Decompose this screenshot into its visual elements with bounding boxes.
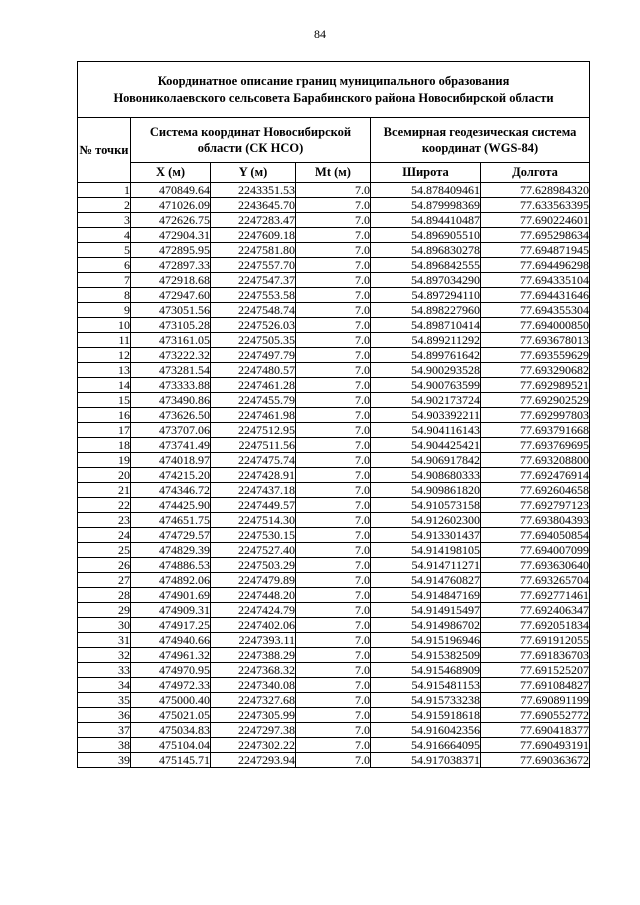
table-row	[78, 543, 590, 558]
point-number: 28	[78, 588, 131, 603]
table-row	[78, 258, 590, 273]
point-number: 7	[78, 273, 131, 288]
longitude: 77.690552772	[481, 708, 590, 723]
x-coordinate: 472947.60	[131, 288, 211, 303]
table-row	[78, 378, 590, 393]
y-coordinate: 2247475.74	[211, 453, 296, 468]
y-coordinate: 2247514.30	[211, 513, 296, 528]
point-number: 16	[78, 408, 131, 423]
mt-value: 7.0	[296, 273, 371, 288]
latitude: 54.900293528	[371, 363, 481, 378]
point-number: 30	[78, 618, 131, 633]
y-coordinate: 2247428.91	[211, 468, 296, 483]
mt-value: 7.0	[296, 333, 371, 348]
table-row	[78, 633, 590, 648]
latitude: 54.914986702	[371, 618, 481, 633]
point-number: 4	[78, 228, 131, 243]
mt-value: 7.0	[296, 483, 371, 498]
table-row	[78, 663, 590, 678]
mt-value: 7.0	[296, 723, 371, 738]
x-coordinate: 474425.90	[131, 498, 211, 513]
x-coordinate: 472626.75	[131, 213, 211, 228]
latitude: 54.908680333	[371, 468, 481, 483]
latitude: 54.914760827	[371, 573, 481, 588]
point-number: 18	[78, 438, 131, 453]
longitude: 77.693630640	[481, 558, 590, 573]
point-number: 27	[78, 573, 131, 588]
mt-value: 7.0	[296, 753, 371, 768]
mt-value: 7.0	[296, 513, 371, 528]
mt-value: 7.0	[296, 423, 371, 438]
mt-value: 7.0	[296, 438, 371, 453]
mt-value: 7.0	[296, 198, 371, 213]
x-coordinate: 471026.09	[131, 198, 211, 213]
table-row	[78, 303, 590, 318]
y-coordinate: 2247530.15	[211, 528, 296, 543]
point-number: 12	[78, 348, 131, 363]
table-row	[78, 753, 590, 768]
table-row	[78, 213, 590, 228]
longitude: 77.692604658	[481, 483, 590, 498]
table-row	[78, 468, 590, 483]
longitude: 77.628984320	[481, 183, 590, 198]
longitude: 77.693208800	[481, 453, 590, 468]
latitude: 54.897294110	[371, 288, 481, 303]
latitude: 54.914198105	[371, 543, 481, 558]
y-coordinate: 2247424.79	[211, 603, 296, 618]
table-row	[78, 438, 590, 453]
point-number: 13	[78, 363, 131, 378]
mt-value: 7.0	[296, 588, 371, 603]
longitude-header: Долгота	[481, 163, 590, 183]
longitude: 77.633563395	[481, 198, 590, 213]
point-number: 2	[78, 198, 131, 213]
y-coordinate: 2247512.95	[211, 423, 296, 438]
x-coordinate: 475034.83	[131, 723, 211, 738]
mt-value: 7.0	[296, 738, 371, 753]
mt-value: 7.0	[296, 573, 371, 588]
mt-value: 7.0	[296, 648, 371, 663]
point-number: 32	[78, 648, 131, 663]
latitude: 54.914915497	[371, 603, 481, 618]
table-row	[78, 183, 590, 198]
table-row	[78, 393, 590, 408]
latitude: 54.894410487	[371, 213, 481, 228]
latitude: 54.915196946	[371, 633, 481, 648]
point-number: 37	[78, 723, 131, 738]
point-number: 5	[78, 243, 131, 258]
longitude: 77.690363672	[481, 753, 590, 768]
x-coordinate: 475000.40	[131, 693, 211, 708]
table-row	[78, 318, 590, 333]
mt-value: 7.0	[296, 213, 371, 228]
longitude: 77.691084827	[481, 678, 590, 693]
latitude: 54.904425421	[371, 438, 481, 453]
mt-value: 7.0	[296, 288, 371, 303]
longitude: 77.694355304	[481, 303, 590, 318]
mt-value: 7.0	[296, 408, 371, 423]
x-coordinate: 474892.06	[131, 573, 211, 588]
latitude: 54.916664095	[371, 738, 481, 753]
table-row	[78, 618, 590, 633]
longitude: 77.693678013	[481, 333, 590, 348]
y-coordinate: 2247479.89	[211, 573, 296, 588]
point-number: 8	[78, 288, 131, 303]
y-coordinate: 2247449.57	[211, 498, 296, 513]
page-number: 84	[314, 27, 326, 41]
y-coordinate: 2247527.40	[211, 543, 296, 558]
y-coordinate: 2247297.38	[211, 723, 296, 738]
point-number: 14	[78, 378, 131, 393]
mt-value: 7.0	[296, 348, 371, 363]
latitude: 54.915918618	[371, 708, 481, 723]
table-row	[78, 588, 590, 603]
point-number: 26	[78, 558, 131, 573]
point-number: 17	[78, 423, 131, 438]
x-coordinate: 473105.28	[131, 318, 211, 333]
mt-value: 7.0	[296, 243, 371, 258]
x-header: X (м)	[131, 163, 211, 183]
x-coordinate: 472904.31	[131, 228, 211, 243]
latitude: 54.913301437	[371, 528, 481, 543]
latitude: 54.909861820	[371, 483, 481, 498]
y-coordinate: 2247505.35	[211, 333, 296, 348]
table-row	[78, 678, 590, 693]
x-coordinate: 475021.05	[131, 708, 211, 723]
mt-value: 7.0	[296, 618, 371, 633]
table-row	[78, 558, 590, 573]
point-number: 39	[78, 753, 131, 768]
x-coordinate: 474018.97	[131, 453, 211, 468]
latitude: 54.904116143	[371, 423, 481, 438]
point-number: 31	[78, 633, 131, 648]
latitude: 54.898227960	[371, 303, 481, 318]
table-row	[78, 738, 590, 753]
mt-value: 7.0	[296, 453, 371, 468]
longitude: 77.692989521	[481, 378, 590, 393]
mt-value: 7.0	[296, 318, 371, 333]
table-row	[78, 363, 590, 378]
x-coordinate: 473161.05	[131, 333, 211, 348]
y-coordinate: 2247503.29	[211, 558, 296, 573]
y-coordinate: 2247293.94	[211, 753, 296, 768]
point-number: 15	[78, 393, 131, 408]
table-row	[78, 603, 590, 618]
latitude: 54.897034290	[371, 273, 481, 288]
wgs84-system-header: Всемирная геодезическая система координат (WGS-84)	[371, 118, 590, 163]
latitude: 54.914711271	[371, 558, 481, 573]
longitude: 77.693265704	[481, 573, 590, 588]
longitude: 77.694335104	[481, 273, 590, 288]
y-coordinate: 2247305.99	[211, 708, 296, 723]
y-coordinate: 2247302.22	[211, 738, 296, 753]
x-coordinate: 474970.95	[131, 663, 211, 678]
y-coordinate: 2247437.18	[211, 483, 296, 498]
x-coordinate: 474909.31	[131, 603, 211, 618]
x-coordinate: 473490.86	[131, 393, 211, 408]
y-coordinate: 2247511.56	[211, 438, 296, 453]
mt-value: 7.0	[296, 678, 371, 693]
longitude: 77.693559629	[481, 348, 590, 363]
mt-value: 7.0	[296, 708, 371, 723]
mt-value: 7.0	[296, 528, 371, 543]
mt-value: 7.0	[296, 183, 371, 198]
point-number: 1	[78, 183, 131, 198]
y-coordinate: 2247455.79	[211, 393, 296, 408]
point-number: 19	[78, 453, 131, 468]
point-number: 24	[78, 528, 131, 543]
point-number: 33	[78, 663, 131, 678]
y-coordinate: 2247548.74	[211, 303, 296, 318]
longitude: 77.694871945	[481, 243, 590, 258]
x-coordinate: 474901.69	[131, 588, 211, 603]
latitude: 54.896905510	[371, 228, 481, 243]
table-row	[78, 408, 590, 423]
longitude: 77.694496298	[481, 258, 590, 273]
table-title-line2: Новониколаевского сельсовета Барабинского района Новосибирской области	[113, 90, 554, 105]
x-coordinate: 473333.88	[131, 378, 211, 393]
point-number: 34	[78, 678, 131, 693]
point-number: 10	[78, 318, 131, 333]
y-coordinate: 2247553.58	[211, 288, 296, 303]
x-coordinate: 474940.66	[131, 633, 211, 648]
x-coordinate: 473281.54	[131, 363, 211, 378]
latitude: 54.900763599	[371, 378, 481, 393]
latitude: 54.896830278	[371, 243, 481, 258]
y-coordinate: 2247557.70	[211, 258, 296, 273]
x-coordinate: 474829.39	[131, 543, 211, 558]
x-coordinate: 474961.32	[131, 648, 211, 663]
latitude: 54.912602300	[371, 513, 481, 528]
latitude: 54.917038371	[371, 753, 481, 768]
x-coordinate: 474972.33	[131, 678, 211, 693]
point-number: 22	[78, 498, 131, 513]
table-row	[78, 423, 590, 438]
longitude: 77.693290682	[481, 363, 590, 378]
mt-value: 7.0	[296, 543, 371, 558]
point-number: 29	[78, 603, 131, 618]
mt-value: 7.0	[296, 258, 371, 273]
y-coordinate: 2247283.47	[211, 213, 296, 228]
mt-value: 7.0	[296, 603, 371, 618]
latitude: 54.910573158	[371, 498, 481, 513]
mt-value: 7.0	[296, 303, 371, 318]
table-row	[78, 573, 590, 588]
longitude: 77.691525207	[481, 663, 590, 678]
x-coordinate: 473741.49	[131, 438, 211, 453]
longitude: 77.695298634	[481, 228, 590, 243]
point-number: 25	[78, 543, 131, 558]
longitude: 77.693769695	[481, 438, 590, 453]
table-row	[78, 198, 590, 213]
y-coordinate: 2247368.32	[211, 663, 296, 678]
table-row	[78, 693, 590, 708]
longitude: 77.692902529	[481, 393, 590, 408]
longitude: 77.690418377	[481, 723, 590, 738]
latitude: 54.906917842	[371, 453, 481, 468]
x-coordinate: 472897.33	[131, 258, 211, 273]
y-coordinate: 2243351.53	[211, 183, 296, 198]
longitude: 77.690891199	[481, 693, 590, 708]
table-row	[78, 243, 590, 258]
y-coordinate: 2247327.68	[211, 693, 296, 708]
table-row	[78, 228, 590, 243]
point-number: 11	[78, 333, 131, 348]
table-row	[78, 528, 590, 543]
y-header: Y (м)	[211, 163, 296, 183]
mt-value: 7.0	[296, 633, 371, 648]
latitude: 54.915481153	[371, 678, 481, 693]
y-coordinate: 2247388.29	[211, 648, 296, 663]
nso-system-header: Система координат Новосибирской области (СК НСО)	[131, 118, 371, 163]
longitude: 77.692771461	[481, 588, 590, 603]
mt-value: 7.0	[296, 663, 371, 678]
y-coordinate: 2247480.57	[211, 363, 296, 378]
coordinates-table	[77, 61, 590, 768]
longitude: 77.692797123	[481, 498, 590, 513]
latitude: 54.915382509	[371, 648, 481, 663]
y-coordinate: 2247526.03	[211, 318, 296, 333]
y-coordinate: 2247461.28	[211, 378, 296, 393]
table-row	[78, 648, 590, 663]
point-number: 6	[78, 258, 131, 273]
mt-value: 7.0	[296, 468, 371, 483]
latitude: 54.916042356	[371, 723, 481, 738]
x-coordinate: 474651.75	[131, 513, 211, 528]
longitude: 77.694007099	[481, 543, 590, 558]
latitude: 54.899211292	[371, 333, 481, 348]
latitude: 54.899761642	[371, 348, 481, 363]
point-number: 23	[78, 513, 131, 528]
mt-value: 7.0	[296, 498, 371, 513]
point-number: 20	[78, 468, 131, 483]
y-coordinate: 2247340.08	[211, 678, 296, 693]
x-coordinate: 473707.06	[131, 423, 211, 438]
longitude: 77.692406347	[481, 603, 590, 618]
y-coordinate: 2247547.37	[211, 273, 296, 288]
table-title-line1: Координатное описание границ муниципального образования	[157, 73, 510, 88]
mt-header: Mt (м)	[296, 163, 371, 183]
latitude-header: Широта	[371, 163, 481, 183]
longitude: 77.693791668	[481, 423, 590, 438]
table-row	[78, 333, 590, 348]
x-coordinate: 474886.53	[131, 558, 211, 573]
table-row	[78, 348, 590, 363]
x-coordinate: 474917.25	[131, 618, 211, 633]
longitude: 77.694000850	[481, 318, 590, 333]
latitude: 54.878409461	[371, 183, 481, 198]
y-coordinate: 2247609.18	[211, 228, 296, 243]
latitude: 54.903392211	[371, 408, 481, 423]
y-coordinate: 2247448.20	[211, 588, 296, 603]
y-coordinate: 2243645.70	[211, 198, 296, 213]
longitude: 77.694050854	[481, 528, 590, 543]
y-coordinate: 2247497.79	[211, 348, 296, 363]
longitude: 77.694431646	[481, 288, 590, 303]
x-coordinate: 474346.72	[131, 483, 211, 498]
mt-value: 7.0	[296, 363, 371, 378]
longitude: 77.693804393	[481, 513, 590, 528]
table-row	[78, 288, 590, 303]
mt-value: 7.0	[296, 378, 371, 393]
x-coordinate: 472895.95	[131, 243, 211, 258]
y-coordinate: 2247393.11	[211, 633, 296, 648]
table-row	[78, 273, 590, 288]
y-coordinate: 2247581.80	[211, 243, 296, 258]
latitude: 54.896842555	[371, 258, 481, 273]
point-number: 38	[78, 738, 131, 753]
longitude: 77.690493191	[481, 738, 590, 753]
x-coordinate: 473626.50	[131, 408, 211, 423]
table-title	[78, 62, 590, 118]
y-coordinate: 2247402.06	[211, 618, 296, 633]
latitude: 54.898710414	[371, 318, 481, 333]
table-row	[78, 483, 590, 498]
mt-value: 7.0	[296, 393, 371, 408]
latitude: 54.902173724	[371, 393, 481, 408]
mt-value: 7.0	[296, 228, 371, 243]
x-coordinate: 473222.32	[131, 348, 211, 363]
point-number: 3	[78, 213, 131, 228]
longitude: 77.691836703	[481, 648, 590, 663]
point-number: 21	[78, 483, 131, 498]
x-coordinate: 475145.71	[131, 753, 211, 768]
latitude: 54.879998369	[371, 198, 481, 213]
latitude: 54.914847169	[371, 588, 481, 603]
table-row	[78, 513, 590, 528]
latitude: 54.915468909	[371, 663, 481, 678]
point-number: 36	[78, 708, 131, 723]
longitude: 77.692997803	[481, 408, 590, 423]
point-number: 35	[78, 693, 131, 708]
latitude: 54.915733238	[371, 693, 481, 708]
longitude: 77.691912055	[481, 633, 590, 648]
point-number-header: № точки	[78, 118, 131, 183]
x-coordinate: 472918.68	[131, 273, 211, 288]
x-coordinate: 474729.57	[131, 528, 211, 543]
point-number: 9	[78, 303, 131, 318]
longitude: 77.690224601	[481, 213, 590, 228]
x-coordinate: 473051.56	[131, 303, 211, 318]
table-row	[78, 453, 590, 468]
table-row	[78, 723, 590, 738]
y-coordinate: 2247461.98	[211, 408, 296, 423]
table-row	[78, 498, 590, 513]
mt-value: 7.0	[296, 693, 371, 708]
x-coordinate: 475104.04	[131, 738, 211, 753]
longitude: 77.692051834	[481, 618, 590, 633]
x-coordinate: 470849.64	[131, 183, 211, 198]
longitude: 77.692476914	[481, 468, 590, 483]
table-row	[78, 708, 590, 723]
mt-value: 7.0	[296, 558, 371, 573]
x-coordinate: 474215.20	[131, 468, 211, 483]
